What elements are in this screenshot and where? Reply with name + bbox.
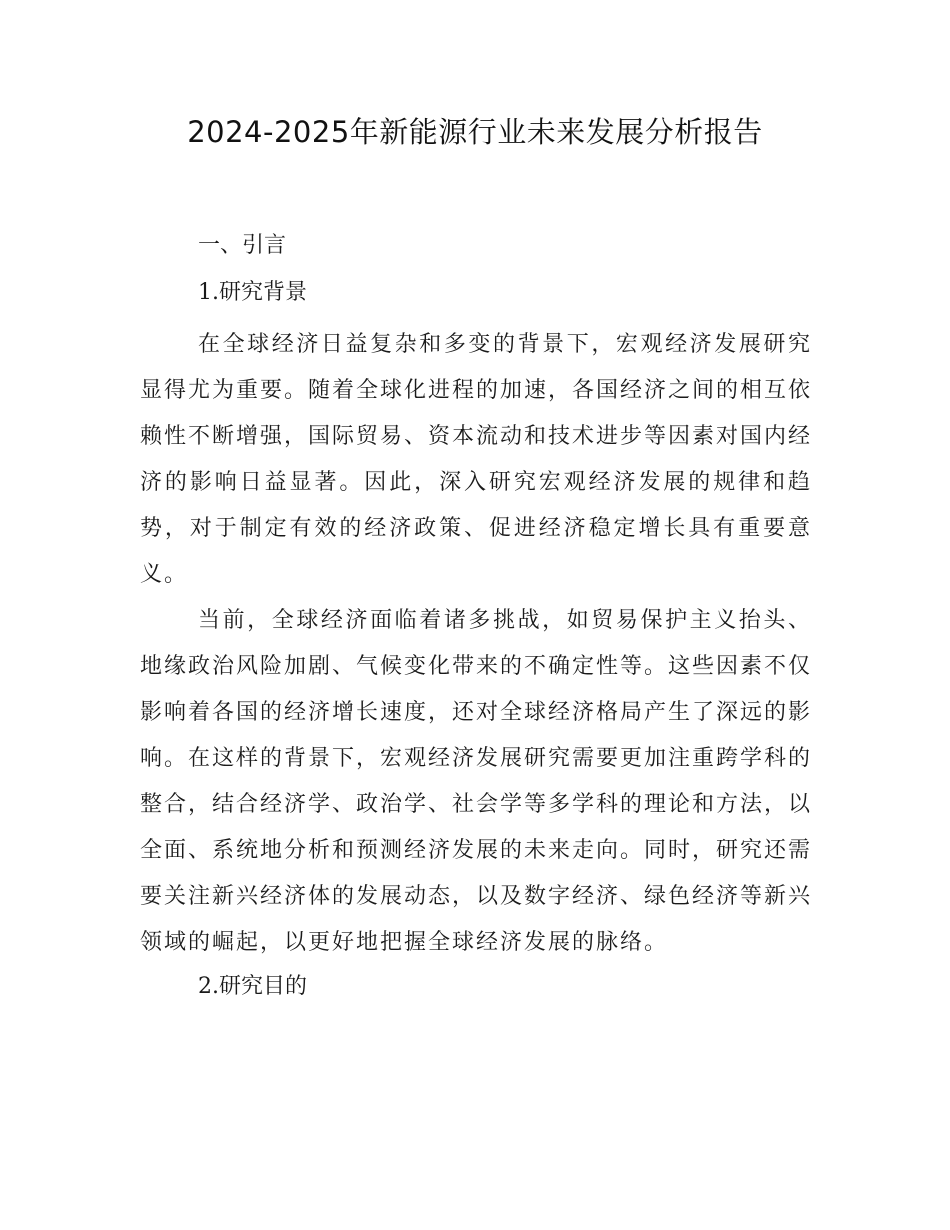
document-title: 2024-2025年新能源行业未来发展分析报告 <box>187 115 763 149</box>
document-body <box>140 228 812 1005</box>
section-heading-introduction: 一、引言 <box>198 233 287 258</box>
subsection-heading-background: 1.研究背景 <box>198 280 307 305</box>
paragraph-background-1: 在全球经济日益复杂和多变的背景下，宏观经济发展研究显得尤为重要。随着全球化进程的加速，各国经济之间的相互依赖性不断增强，国际贸易、资本流动和技术进步等因素对国内经济的影响日益显著。因此，深入研究宏观经济发展的规律和趋势，对于制定有效的经济政策、促进经济稳定增长具有重要意义。 <box>140 332 813 587</box>
subsection-heading-purpose: 2.研究目的 <box>198 974 307 999</box>
paragraph-background-2: 当前，全球经济面临着诸多挑战，如贸易保护主义抬头、地缘政治风险加剧、气候变化带来的不确定性等。这些因素不仅影响着各国的经济增长速度，还对全球经济格局产生了深远的影响。在这样的背景下，宏观经济发展研究需要更加注重跨学科的整合，结合经济学、政治学、社会学等多学科的理论和方法，以全面、系统地分析和预测经济发展的未来走向。同时，研究还需要关注新兴经济体的发展动态，以及数字经济、绿色经济等新兴领域的崛起，以更好地把握全球经济发展的脉络。 <box>140 608 813 955</box>
